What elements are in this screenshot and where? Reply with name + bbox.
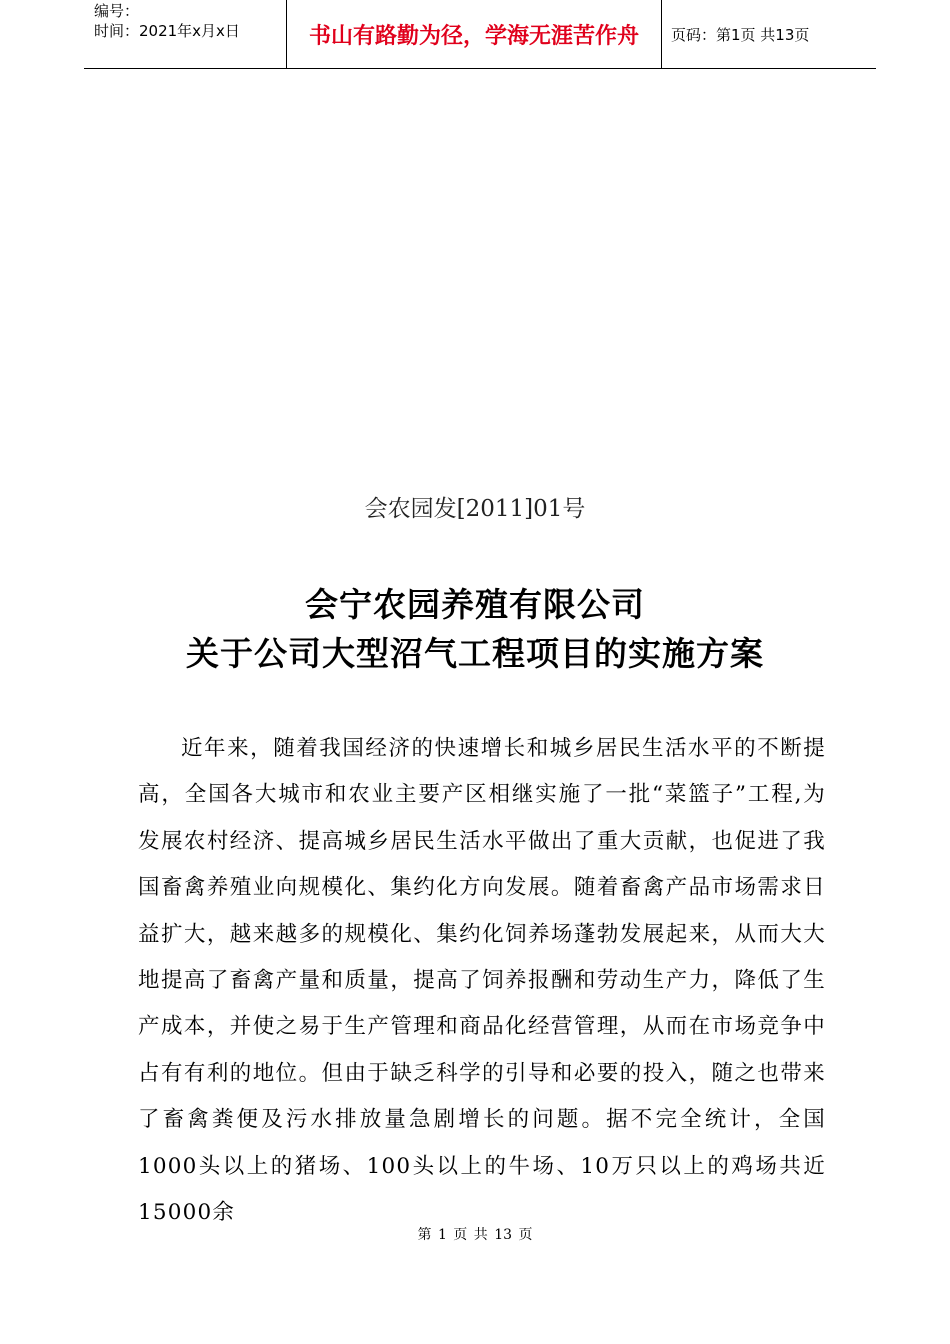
time-label: 时间：2021年x月x日 xyxy=(94,22,240,40)
header-info-cell xyxy=(84,0,286,68)
header-page-cell xyxy=(661,0,876,68)
document-title-line2: 关于公司大型沼气工程项目的实施方案 xyxy=(186,634,764,673)
document-number: 会农园发[2011]01号 xyxy=(364,496,586,522)
motto-text: 书山有路勤为径，学海无涯苦作舟 xyxy=(308,24,639,49)
header-page-info: 页码：第1页 共13页 xyxy=(671,26,810,44)
page-header xyxy=(84,0,876,69)
header-motto-cell xyxy=(286,0,662,68)
body-paragraph: 近年来，随着我国经济的快速增长和城乡居民生活水平的不断提高，全国各大城市和农业主要产区相继实施了一批“菜篮子”工程,为发展农村经济、提高城乡居民生活水平做出了重大贡献，也促进了我国畜禽养殖业向规模化、集约化方向发展。随着畜禽产品市场需求日益扩大，越来越多的规模化、集约化饲养场蓬勃发展起来，从而大大地提高了畜禽产量和质量，提高了饲养报酬和劳动生产力，降低了生产成本，并使之易于生产管理和商品化经营管理，从而在市场竞争中占有有利的地位。但由于缺乏科学的引导和必要的投入，随之也带来了畜禽粪便及污水排放量急剧增长的问题。据不完全统计，全国1000头以上的猪场、100头以上的牛场、10万只以上的鸡场共近15000余 xyxy=(138,736,826,1226)
document-title-line1: 会宁农园养殖有限公司 xyxy=(305,585,645,624)
serial-number-label: 编号： xyxy=(94,2,140,20)
page-footer: 第 1 页 共 13 页 xyxy=(417,1227,533,1243)
